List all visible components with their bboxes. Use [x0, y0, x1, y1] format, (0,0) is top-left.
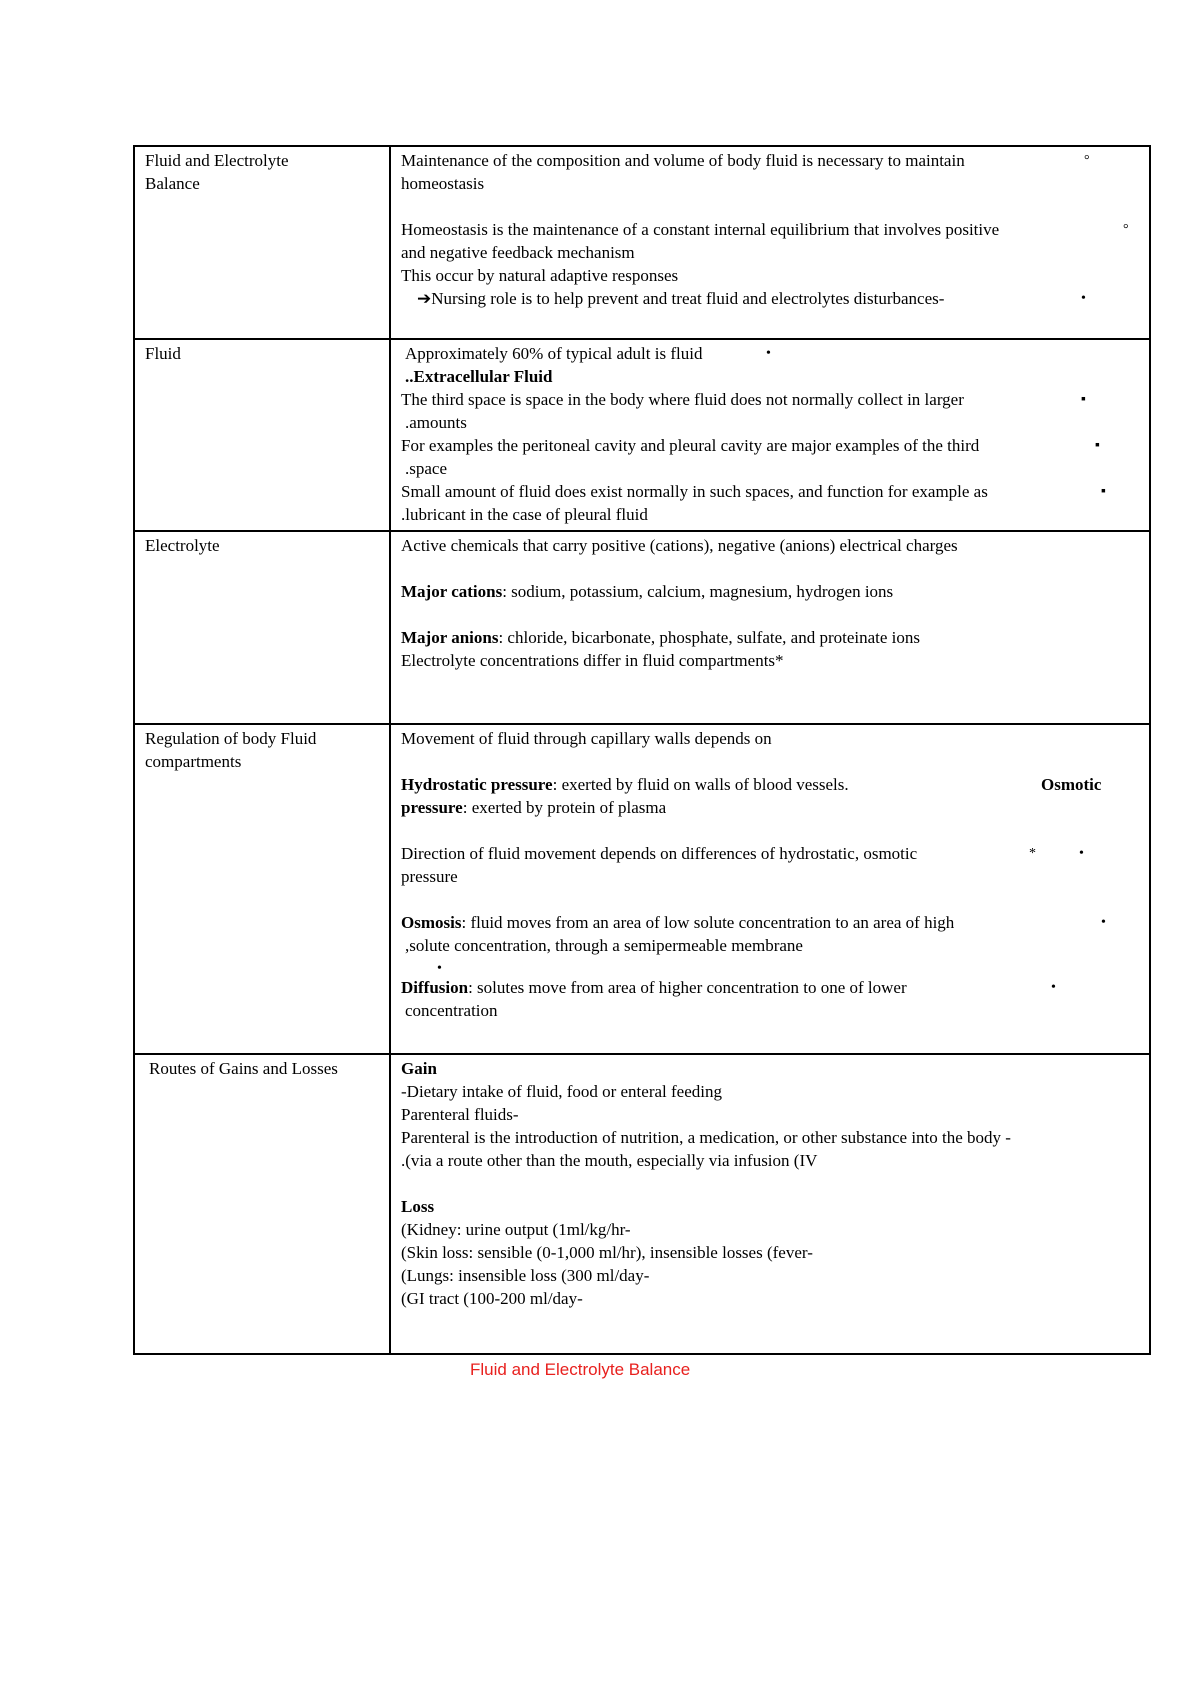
text-line: .space [405, 459, 448, 478]
bold-term: pressure [401, 798, 463, 817]
bullet-icon: • [766, 346, 771, 361]
text-line: pressure [401, 867, 458, 886]
bold-term: Major anions [401, 628, 499, 647]
topic-label-cont: compartments [145, 752, 242, 771]
text-line [401, 287, 1139, 310]
content-cell [390, 146, 1150, 339]
line-text: For examples the peritoneal cavity and pleural cavity are major examples of the third [401, 436, 980, 455]
topic-cell [134, 531, 390, 724]
topic-label-cont: Balance [145, 174, 200, 193]
table-row [134, 146, 1150, 339]
bullet-icon: • [1051, 980, 1056, 995]
text-line [401, 218, 1139, 241]
bullet-icon: • [1101, 915, 1106, 930]
line-text: : sodium, potassium, calcium, magnesium, hydrogen ions [502, 582, 894, 601]
text-line: Parenteral is the introduction of nutrition, a medication, or other substance into the body - [401, 1128, 1011, 1147]
topic-cell [134, 339, 390, 531]
text-line: homeostasis [401, 174, 485, 193]
text-line [401, 434, 1139, 457]
line-text: : fluid moves from an area of low solute concentration to an area of high [461, 913, 955, 932]
topic-cell [134, 146, 390, 339]
section-heading: ..Extracellular Fluid [405, 367, 553, 386]
text-line [401, 911, 1139, 934]
text-line: ,solute concentration, through a semipermeable membrane [405, 936, 803, 955]
content-cell [390, 531, 1150, 724]
degree-symbol: ° [1084, 153, 1090, 168]
bold-term: Osmosis [401, 913, 462, 932]
text-line [401, 388, 1139, 411]
line-text: : exerted by protein of plasma [462, 798, 667, 817]
text-line [401, 149, 1139, 172]
topic-cell [134, 724, 390, 1054]
table-row [134, 1054, 1150, 1354]
arrow-icon: ➔ [417, 289, 432, 308]
text-line: (Lungs: insensible loss (300 ml/day- [401, 1266, 650, 1285]
text-line: .amounts [405, 413, 467, 432]
section-heading: Loss [401, 1197, 435, 1216]
line-text: Approximately 60% of typical adult is fluid [405, 344, 703, 363]
bold-term: Diffusion [401, 978, 469, 997]
notes-table [133, 145, 1151, 1355]
text-line: (Kidney: urine output (1ml/kg/hr- [401, 1220, 631, 1239]
content-cell [390, 724, 1150, 1054]
bold-term: Major cations [401, 582, 503, 601]
topic-label: Electrolyte [145, 536, 220, 555]
bullet-icon: ▪ [1095, 438, 1100, 453]
line-text: Homeostasis is the maintenance of a constant internal equilibrium that involves positive [401, 220, 1000, 239]
content-cell [390, 1054, 1150, 1354]
table-row [134, 531, 1150, 724]
text-line: .(via a route other than the mouth, especially via infusion (IV [401, 1151, 818, 1170]
star-symbol: * [1029, 846, 1036, 861]
degree-symbol: ° [1123, 222, 1129, 237]
text-line: (GI tract (100-200 ml/day- [401, 1289, 583, 1308]
text-line: Active chemicals that carry positive (cations), negative (anions) electrical charges [401, 536, 958, 555]
bullet-icon: ▪ [1101, 484, 1106, 499]
section-heading: Gain [401, 1059, 437, 1078]
text-line [401, 342, 1139, 365]
line-text: : solutes move from area of higher concentration to one of lower [468, 978, 907, 997]
text-line: Electrolyte concentrations differ in fluid compartments* [401, 651, 784, 670]
document-footer: Fluid and Electrolyte Balance [470, 1360, 691, 1379]
topic-label: Fluid and Electrolyte [145, 151, 289, 170]
text-line: (Skin loss: sensible (0-1,000 ml/hr), insensible losses (fever- [401, 1243, 813, 1262]
bullet-icon: • [437, 961, 442, 976]
topic-label: Regulation of body Fluid [145, 729, 317, 748]
topic-label: Fluid [145, 344, 181, 363]
bold-term: Hydrostatic pressure [401, 775, 553, 794]
topic-cell [134, 1054, 390, 1354]
text-line [401, 773, 1139, 796]
text-line: concentration [405, 1001, 498, 1020]
text-line: This occur by natural adaptive responses [401, 266, 679, 285]
line-text: Nursing role is to help prevent and treat fluid and electrolytes disturbances- [431, 289, 945, 308]
text-line [401, 976, 1139, 999]
line-text: Direction of fluid movement depends on differences of hydrostatic, osmotic [401, 844, 918, 863]
table-row [134, 339, 1150, 531]
text-line: and negative feedback mechanism [401, 243, 635, 262]
topic-label: Routes of Gains and Losses [149, 1059, 338, 1078]
text-line [401, 796, 1139, 819]
line-text: : chloride, bicarbonate, phosphate, sulfate, and proteinate ions [498, 628, 921, 647]
line-text: Maintenance of the composition and volume of body fluid is necessary to maintain [401, 151, 965, 170]
text-line [401, 580, 1139, 603]
text-line [401, 480, 1139, 503]
bullet-icon: • [1079, 846, 1084, 861]
text-line: .lubricant in the case of pleural fluid [401, 505, 648, 524]
text-line: -Dietary intake of fluid, food or enteral feeding [401, 1082, 722, 1101]
bullet-icon: ▪ [1081, 392, 1086, 407]
text-line: Parenteral fluids- [401, 1105, 519, 1124]
line-text: Small amount of fluid does exist normally in such spaces, and function for example as [401, 482, 988, 501]
line-text: : exerted by fluid on walls of blood vessels. [552, 775, 849, 794]
line-text: The third space is space in the body where fluid does not normally collect in larger [401, 390, 964, 409]
text-line [401, 842, 1139, 865]
bold-term: Osmotic [1041, 775, 1102, 794]
bullet-icon: • [1081, 291, 1086, 306]
text-line: Movement of fluid through capillary walls depends on [401, 729, 772, 748]
content-cell [390, 339, 1150, 531]
table-row [134, 724, 1150, 1054]
text-line [401, 626, 1139, 649]
